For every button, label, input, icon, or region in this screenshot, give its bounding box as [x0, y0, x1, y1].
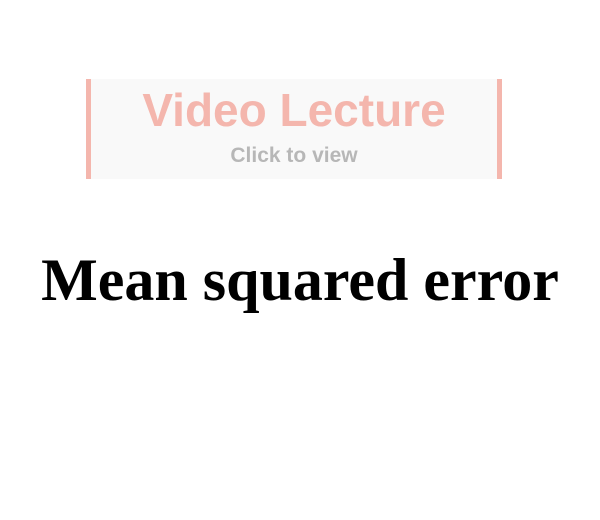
page-title: Mean squared error: [41, 247, 559, 313]
click-to-view-label: Click to view: [230, 144, 358, 167]
video-lecture-title: Video Lecture: [142, 84, 446, 136]
video-lecture-link[interactable]: [86, 79, 502, 179]
